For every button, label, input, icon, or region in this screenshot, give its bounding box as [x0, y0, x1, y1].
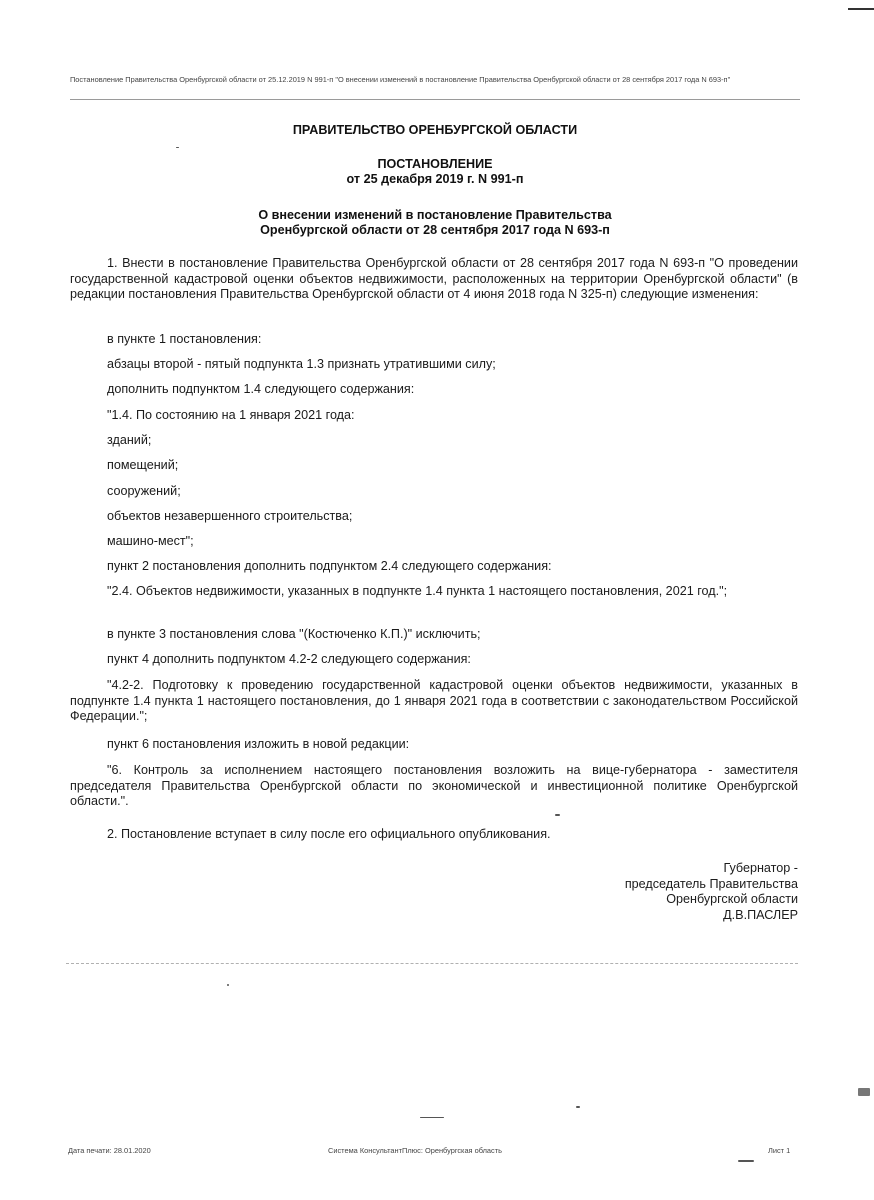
subject-line-1: О внесении изменений в постановление Правительства — [258, 208, 612, 222]
item-line: пункт 4 дополнить подпунктом 4.2-2 следующего содержания: — [107, 652, 471, 666]
footer-divider — [66, 963, 798, 964]
paragraph-1: 1. Внести в постановление Правительства Оренбургской области от 28 сентября 2017 года N 693-п "О проведении государственной кадастровой оценки объектов недвижимости, расположенных на территории Оренбургской области" (в редакции постановления Правительства Оренбургской области от 4 июня 2018 года N 325-п) следующие изменения: — [70, 256, 798, 302]
paragraph-6: "6. Контроль за исполнением настоящего постановления возложить на вице-губернатора - заместителя председателя Правительства Оренбургской области по экономической и инвестиционной политике Оренбургской области.". — [70, 763, 798, 809]
doc-heading — [70, 157, 800, 187]
scan-speck — [576, 1106, 580, 1108]
paragraph-2: 2. Постановление вступает в силу после его официального опубликования. — [107, 827, 551, 841]
signature-line: Оренбургской области — [666, 892, 798, 907]
paragraph-2-4: "2.4. Объектов недвижимости, указанных в подпункте 1.4 пункта 1 настоящего постановления, 2021 год."; — [107, 584, 728, 598]
item-line: абзацы второй - пятый подпункта 1.3 признать утратившими силу; — [107, 357, 496, 371]
scan-speck — [227, 984, 229, 986]
scan-artifact — [848, 8, 874, 10]
scan-speck — [555, 814, 560, 816]
paragraph-4-2-2: "4.2-2. Подготовку к проведению государственной кадастровой оценки объектов недвижимости, указанных в подпункте 1.4 пункта 1 настоящего постановления, до 1 января 2021 года в соответствии с законодательством Российской Федерации."; — [70, 678, 798, 724]
signature-line: Губернатор - — [723, 861, 798, 875]
item-line: пункт 2 постановления дополнить подпунктом 2.4 следующего содержания: — [107, 559, 552, 573]
scan-speck — [176, 147, 179, 148]
doc-date-number: от 25 декабря 2019 г. N 991-п — [346, 172, 524, 186]
scan-speck — [738, 1160, 754, 1162]
item-line: объектов незавершенного строительства; — [107, 509, 353, 523]
header-note: Постановление Правительства Оренбургской области от 25.12.2019 N 991-п "О внесении изменений в постановление Правительства Оренбургской области от 28 сентября 2017 года N 693-п" — [70, 75, 731, 84]
item-line: зданий; — [107, 433, 152, 447]
header-divider — [70, 99, 800, 100]
signature-block — [625, 861, 798, 923]
item-line: помещений; — [107, 458, 179, 472]
signature-line: председатель Правительства — [624, 876, 798, 891]
scan-speck — [420, 1117, 444, 1118]
doc-type: ПОСТАНОВЛЕНИЕ — [377, 157, 493, 171]
item-line: в пункте 3 постановления слова "(Костюченко К.П.)" исключить; — [107, 627, 481, 641]
signature-name: Д.В.ПАСЛЕР — [723, 907, 798, 922]
doc-subject — [70, 208, 800, 238]
scan-speck — [858, 1088, 870, 1096]
org-title: ПРАВИТЕЛЬСТВО ОРЕНБУРГСКОЙ ОБЛАСТИ — [292, 123, 578, 137]
sheet-number: Лист 1 — [768, 1146, 791, 1155]
system-name: Система КонсультантПлюс: Оренбургская область — [328, 1146, 502, 1155]
item-line: дополнить подпунктом 1.4 следующего содержания: — [107, 382, 415, 396]
subject-line-2: Оренбургской области от 28 сентября 2017 года N 693-п — [260, 223, 610, 237]
item-line: машино-мест"; — [107, 534, 194, 548]
item-line: в пункте 1 постановления: — [107, 332, 262, 346]
item-line: пункт 6 постановления изложить в новой редакции: — [107, 737, 410, 751]
item-line: сооружений; — [107, 484, 181, 498]
item-line: "1.4. По состоянию на 1 января 2021 года: — [107, 408, 355, 422]
print-date: Дата печати: 28.01.2020 — [68, 1146, 151, 1155]
